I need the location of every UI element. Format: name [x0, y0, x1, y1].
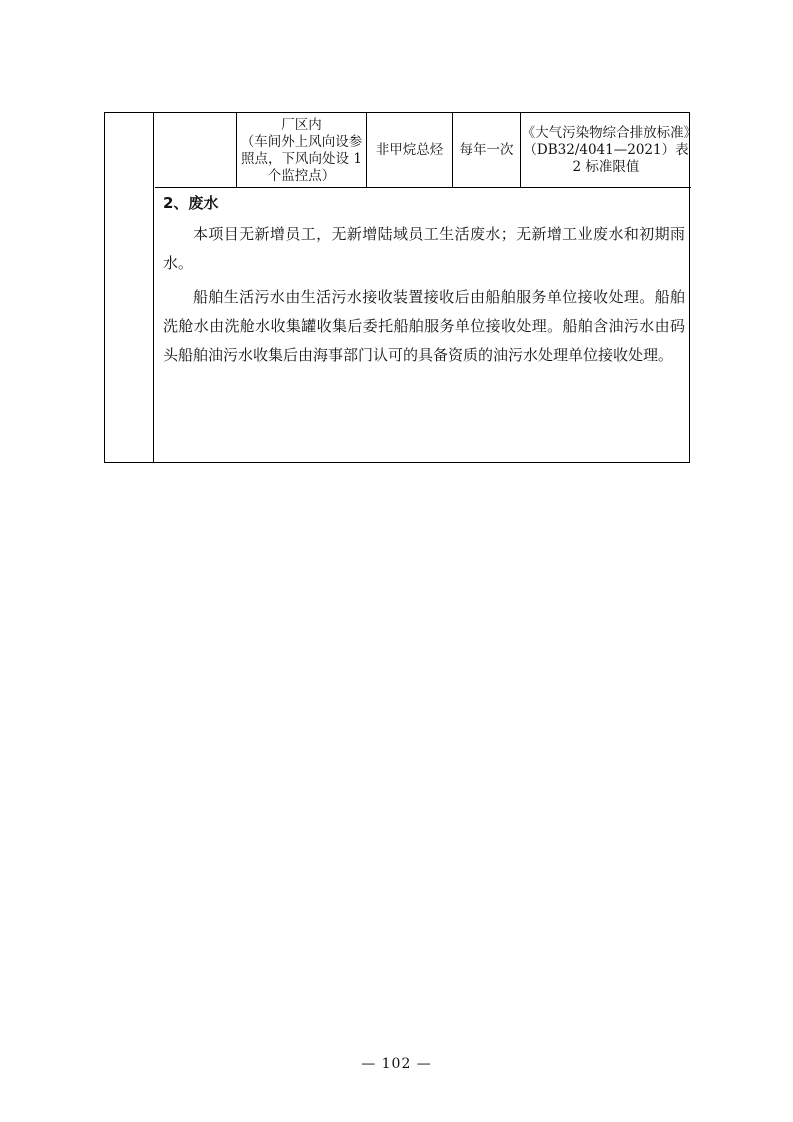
pollutant-cell: 非甲烷总烃 [366, 113, 452, 188]
monitoring-table-row [155, 113, 691, 188]
section-title-wastewater: 2、废水 [163, 194, 219, 212]
paragraph: 船舶生活污水由生活污水接收装置接收后由船舶服务单位接收处理。船舶洗舱水由洗舱水收集罐收集后委托船舶服务单位接收处理。船舶含油污水由码头船舶油污水收集后由海事部门认可的具备资质的油污水处理单位接收处理。 [163, 288, 685, 364]
content-frame [104, 112, 690, 463]
page-number: — 102 — [361, 1056, 432, 1072]
frequency-cell: 每年一次 [452, 113, 520, 188]
empty-cell [155, 113, 236, 188]
paragraph: 本项目无新增员工，无新增陆域员工生活废水；无新增工业废水和初期雨水。 [163, 225, 685, 272]
standard-cell: 《大气污染物综合排放标准》（DB32/4041—2021）表 2 标准限值 [520, 113, 691, 188]
monitoring-location-cell: 厂区内 （车间外上风向设参照点，下风向处设 1 个监控点） [236, 113, 366, 188]
left-column-divider [153, 113, 154, 462]
